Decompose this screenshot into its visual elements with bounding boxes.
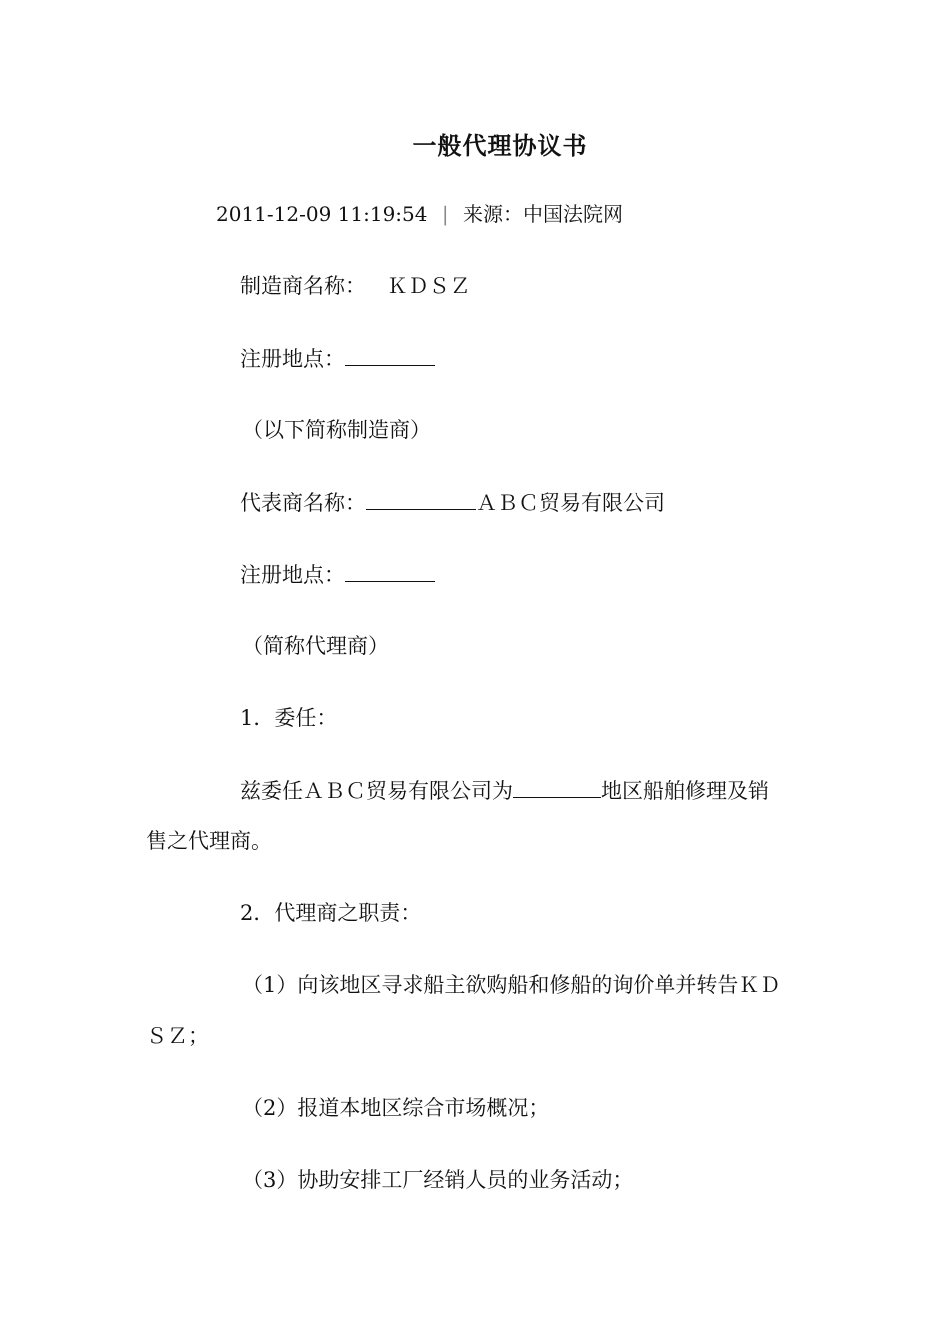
section2-item-2: （2）报道本地区综合市场概况； [242, 1096, 550, 1120]
agent-address-blank [345, 559, 435, 582]
agent-name-blank [366, 487, 476, 510]
section1-text-after-blank: 地区船舶修理及销 [601, 779, 769, 803]
meta-line [216, 199, 623, 229]
section2-heading: 2．代理商之职责： [240, 901, 422, 925]
meta-separator: | [441, 202, 449, 226]
manufacturer-name-label: 制造商名称： [240, 274, 366, 298]
agent-name-line [240, 487, 665, 518]
section1-heading: 1．委任： [240, 706, 338, 730]
section1-paragraph-continued: 售之代理商。 [146, 829, 272, 853]
section1-region-blank [513, 775, 601, 798]
agent-name-value: ＡＢＣ贸易有限公司 [476, 491, 665, 515]
agent-address-line [240, 559, 435, 590]
section2-item-1-continued: ＳＺ； [146, 1024, 209, 1048]
publish-datetime: 2011-12-09 11:19:54 [216, 202, 428, 226]
source-label: 来源：中国法院网 [462, 202, 623, 226]
manufacturer-address-line [240, 343, 435, 374]
manufacturer-name-line [240, 271, 471, 301]
manufacturer-address-label: 注册地点： [240, 347, 345, 371]
section2-item-1: （1）向该地区寻求船主欲购船和修船的询价单并转告ＫＤ [242, 973, 781, 997]
manufacturer-short-name: （以下简称制造商） [242, 418, 431, 442]
manufacturer-name-value: ＫＤＳＺ [386, 274, 471, 298]
agent-address-label: 注册地点： [240, 563, 345, 587]
agent-short-name: （简称代理商） [242, 634, 389, 658]
section1-paragraph [240, 775, 769, 806]
manufacturer-address-blank [345, 343, 435, 366]
section1-text-before-blank: 兹委任ＡＢＣ贸易有限公司为 [240, 779, 513, 803]
section2-item-3: （3）协助安排工厂经销人员的业务活动； [242, 1168, 634, 1192]
document-title: 一般代理协议书 [412, 131, 588, 160]
agent-name-label: 代表商名称： [240, 491, 366, 515]
